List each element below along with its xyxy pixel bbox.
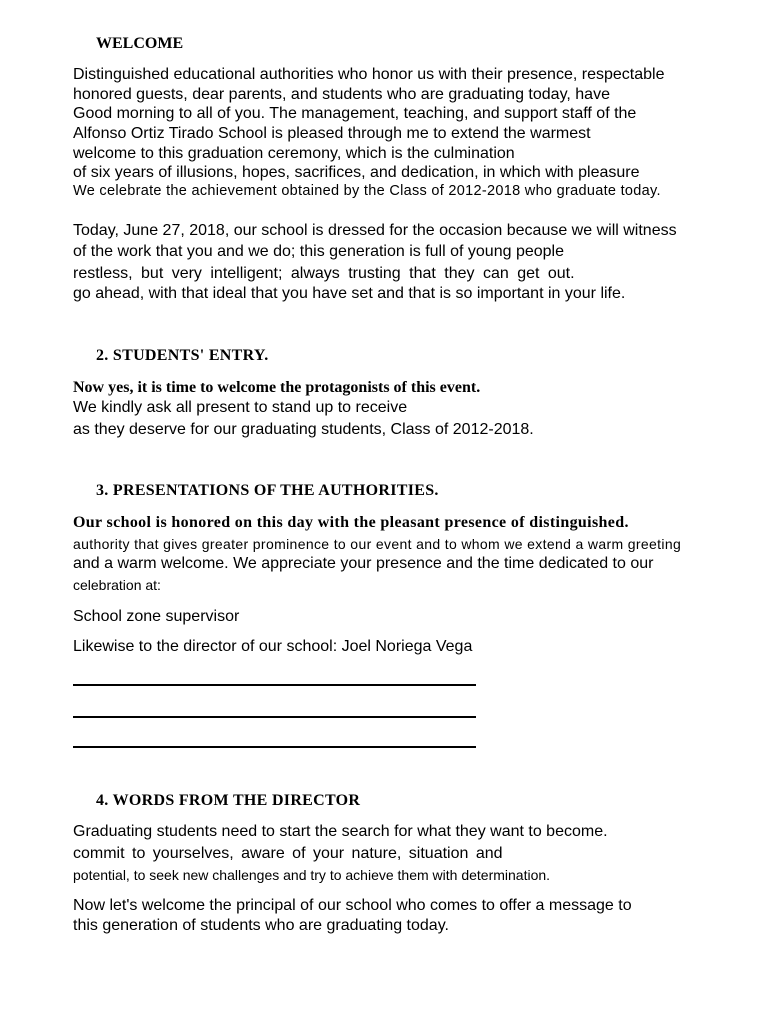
welcome-line: honored guests, dear parents, and students who are graduating today, have: [73, 86, 610, 103]
welcome-paragraph-line: Today, June 27, 2018, our school is dressed for the occasion because we will witness: [73, 222, 677, 239]
entry-line: We kindly ask all present to stand up to receive: [73, 399, 408, 416]
blank-line: [73, 684, 476, 686]
welcome-heading: WELCOME: [96, 35, 184, 52]
supervisor-line: School zone supervisor: [73, 608, 240, 625]
welcome-line: Alfonso Ortiz Tirado School is pleased through me to extend the warmest: [73, 125, 591, 142]
authorities-heading: 3. PRESENTATIONS OF THE AUTHORITIES.: [96, 482, 439, 499]
blank-line: [73, 746, 476, 748]
authorities-line: authority that gives greater prominence to our event and to whom we extend a warm greeting: [73, 536, 682, 552]
director-words-closing: this generation of students who are graduating today.: [73, 917, 449, 934]
authorities-lead: Our school is honored on this day with the pleasant presence of distinguished.: [73, 514, 629, 531]
authorities-line: celebration at:: [73, 577, 161, 593]
welcome-line: welcome to this graduation ceremony, which is the culmination: [73, 145, 515, 162]
welcome-paragraph-line: of the work that you and we do; this generation is full of young people: [73, 243, 564, 260]
director-words-line: Graduating students need to start the search for what they want to become.: [73, 823, 608, 840]
welcome-line: Distinguished educational authorities who honor us with their presence, respectable: [73, 66, 665, 83]
welcome-paragraph-line: go ahead, with that ideal that you have set and that is so important in your life.: [73, 285, 626, 302]
welcome-line: We celebrate the achievement obtained by the Class of 2012-2018 who graduate today.: [73, 183, 661, 199]
students-entry-heading: 2. STUDENTS' ENTRY.: [96, 347, 269, 364]
entry-lead: Now yes, it is time to welcome the protagonists of this event.: [73, 379, 481, 396]
director-words-line: commit to yourselves, aware of your nature, situation and: [73, 845, 503, 862]
director-line: Likewise to the director of our school: Joel Noriega Vega: [73, 638, 473, 655]
welcome-line: Good morning to all of you. The management, teaching, and support staff of the: [73, 105, 637, 122]
director-words-line: potential, to seek new challenges and try to achieve them with determination.: [73, 867, 551, 883]
director-words-closing: Now let's welcome the principal of our school who comes to offer a message to: [73, 897, 632, 914]
blank-line: [73, 716, 476, 718]
welcome-line: of six years of illusions, hopes, sacrifices, and dedication, in which with pleasure: [73, 164, 640, 181]
director-words-heading: 4. WORDS FROM THE DIRECTOR: [96, 792, 361, 809]
authorities-line: and a warm welcome. We appreciate your presence and the time dedicated to our: [73, 555, 654, 572]
welcome-paragraph-line: restless, but very intelligent; always trusting that they can get out.: [73, 265, 575, 282]
entry-line: as they deserve for our graduating students, Class of 2012-2018.: [73, 421, 534, 438]
